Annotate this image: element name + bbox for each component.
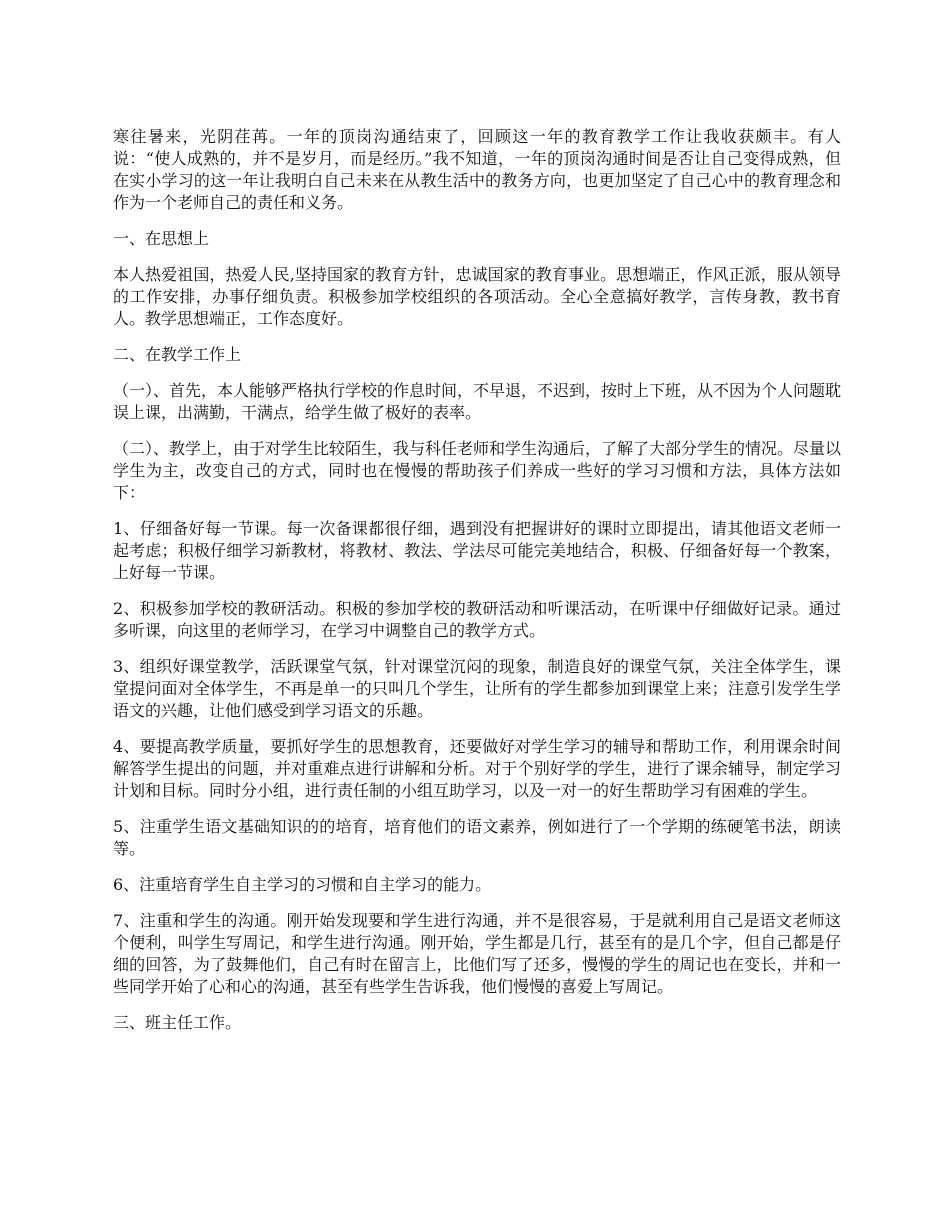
section-heading-head-teacher: 三、班主任工作。 xyxy=(113,1013,242,1032)
list-item-7: 7、注重和学生的沟通。刚开始发现要和学生进行沟通，并不是很容易，于是就利用自己是语文老师这个便利，叫学生写周记，和学生进行沟通。刚开始，学生都是几行，甚至有的是几个字，但自己都是仔细的回答，为了鼓舞他们，自己有时在留言上，比他们写了还多，慢慢的学生的周记也在变长，并和一些同学开始了心和心的沟通，甚至有些学生告诉我，他们慢慢的喜爱上写周记。 xyxy=(113,911,841,996)
list-item-4: 4、要提高教学质量，要抓好学生的思想教育，还要做好对学生学习的辅导和帮助工作，利用课余时间解答学生提出的问题，并对重难点进行讲解和分析。对于个别好学的学生，进行了课余辅导，制定学习计划和目标。同时分小组，进行责任制的小组互助学习，以及一对一的好生帮助学习有困难的学生。 xyxy=(113,737,841,800)
section-heading-teaching: 二、在教学工作上 xyxy=(113,345,242,364)
teaching-paragraph-1: （一）、首先，本人能够严格执行学校的作息时间，不早退，不迟到，按时上下班，从不因为个人问题耽误上课，出满勤，干满点，给学生做了极好的表率。 xyxy=(113,381,842,422)
section-heading-thought: 一、在思想上 xyxy=(113,229,210,248)
teaching-paragraph-2: （二）、教学上，由于对学生比较陌生，我与科任老师和学生沟通后，了解了大部分学生的情况。尽量以学生为主，改变自己的方式，同时也在慢慢的帮助孩子们养成一些好的学习习惯和方法，具体方法如下： xyxy=(113,439,842,502)
list-item-5: 5、注重学生语文基础知识的的培育，培育他们的语文素养，例如进行了一个学期的练硬笔书法，朗读等。 xyxy=(113,817,841,858)
list-item-6: 6、注重培育学生自主学习的习惯和自主学习的能力。 xyxy=(113,875,492,894)
list-item-3: 3、组织好课堂教学，活跃课堂气氛，针对课堂沉闷的现象，制造良好的课堂气氛，关注全体学生，课堂提问面对全体学生，不再是单一的只叫几个学生，让所有的学生都参加到课堂上来；注意引发学生学语文的兴趣，让他们感受到学习语文的乐趣。 xyxy=(113,657,841,720)
thought-paragraph: 本人热爱祖国，热爱人民,坚持国家的教育方针，忠诚国家的教育事业。思想端正，作风正派，服从领导的工作安排，办事仔细负责。积极参加学校组织的各项活动。全心全意搞好教学，言传身教，教书育人。教学思想端正，工作态度好。 xyxy=(113,265,841,328)
list-item-2: 2、积极参加学校的教研活动。积极的参加学校的教研活动和听课活动，在听课中仔细做好记录。通过多听课，向这里的老师学习，在学习中调整自己的教学方式。 xyxy=(113,599,841,640)
intro-paragraph: 寒往暑来，光阴荏苒。一年的顶岗沟通结束了，回顾这一年的教育教学工作让我收获颇丰。有人说：“使人成熟的，并不是岁月，而是经历。”我不知道，一年的顶岗沟通时间是否让自己变得成熟，但在实小学习的这一年让我明白自己未来在从教生活中的教务方向，也更加坚定了自己心中的教育理念和作为一个老师自己的责任和义务。 xyxy=(113,127,841,212)
list-item-1: 1、仔细备好每一节课。每一次备课都很仔细，遇到没有把握讲好的课时立即提出，请其他语文老师一起考虑；积极仔细学习新教材，将教材、教法、学法尽可能完美地结合，积极、仔细备好每一个教案，上好每一节课。 xyxy=(113,519,841,582)
document-body xyxy=(113,126,841,1048)
